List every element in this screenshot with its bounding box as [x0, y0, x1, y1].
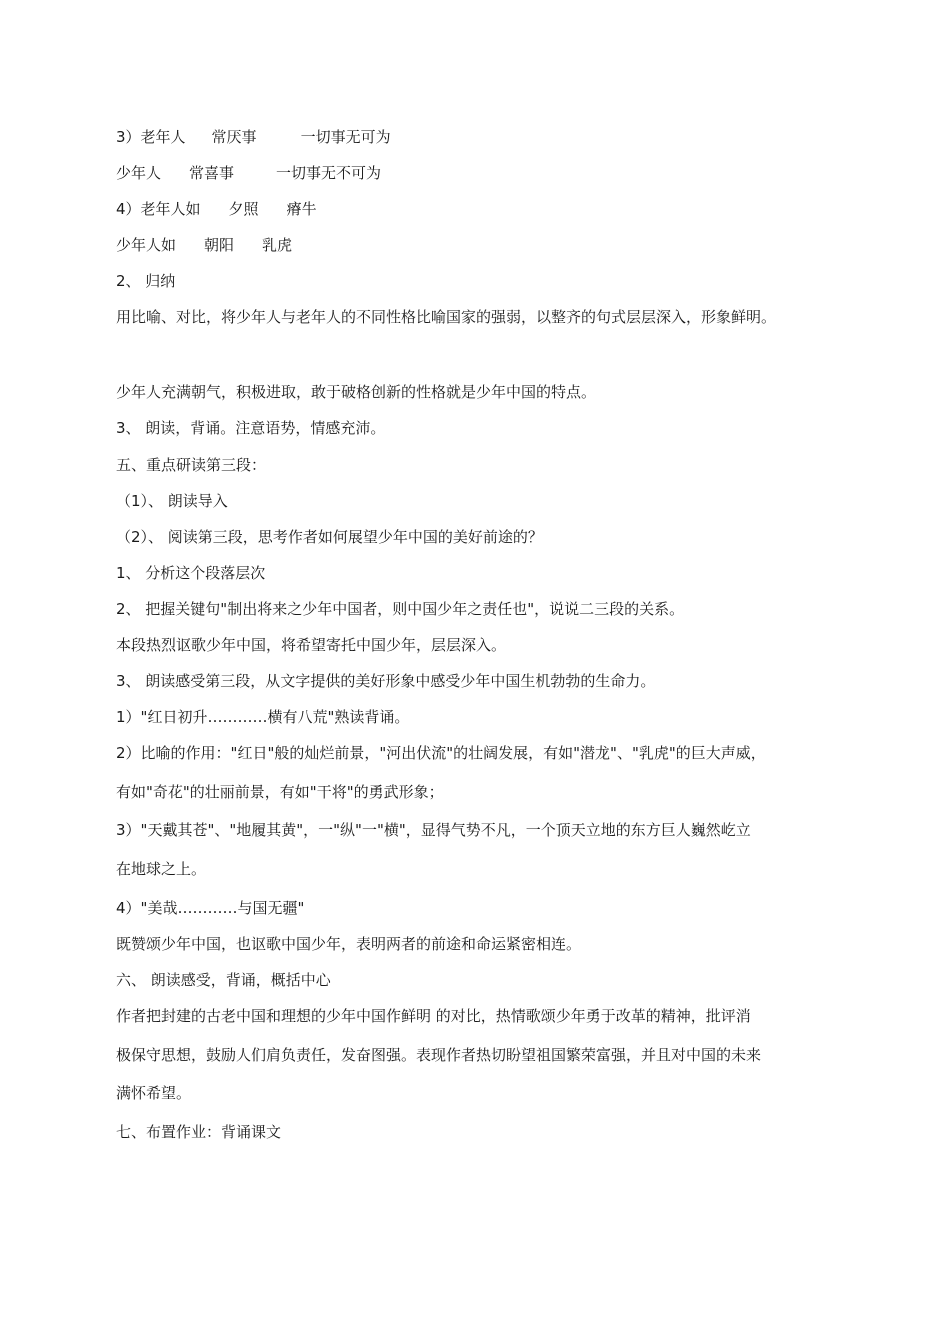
- text-line: 满怀希望。: [116, 1084, 192, 1102]
- section-heading: 2、 归纳: [116, 272, 176, 290]
- text-line: 1）"红日初升…………横有八荒"熟读背诵。: [116, 708, 410, 726]
- line-part: 朝阳: [204, 236, 235, 254]
- text-line: 用比喻、对比，将少年人与老年人的不同性格比喻国家的强弱，以整齐的句式层层深入，形象鲜明。: [116, 308, 777, 326]
- text-line: 本段热烈讴歌少年中国，将希望寄托中国少年，层层深入。: [116, 636, 507, 654]
- line-part: 4）老年人如: [116, 200, 201, 218]
- text-line: 4）"美哉…………与国无疆": [116, 899, 305, 917]
- text-line: 3）"天戴其苍"、"地履其黄"，一"纵"一"横"，显得气势不凡，一个顶天立地的东方巨人巍然屹立: [116, 821, 751, 839]
- line-part: 3）老年人: [116, 128, 186, 146]
- text-line: 少年人充满朝气，积极进取，敢于破格创新的性格就是少年中国的特点。: [116, 383, 597, 401]
- line-part: 常喜事: [189, 164, 235, 182]
- text-line: [116, 127, 391, 147]
- text-line: （2）、 阅读第三段，思考作者如何展望少年中国的美好前途的？: [116, 528, 543, 546]
- text-line: 2、 把握关键句"制出将来之少年中国者，则中国少年之责任也"，说说二三段的关系。: [116, 600, 685, 618]
- line-part: 一切事无可为: [300, 128, 391, 146]
- line-part: 常厌事: [211, 128, 257, 146]
- line-part: 夕照: [228, 200, 259, 218]
- text-line: [116, 199, 317, 219]
- section-heading: 五、重点研读第三段：: [116, 456, 267, 474]
- text-line: [116, 235, 292, 255]
- text-line: 2）比喻的作用："红日"般的灿烂前景，"河出伏流"的壮阔发展，有如"潜龙"、"乳虎"的巨大声威，: [116, 744, 766, 762]
- line-part: 瘠牛: [286, 200, 317, 218]
- text-line: 在地球之上。: [116, 860, 207, 878]
- text-line: 既赞颂少年中国，也讴歌中国少年，表明两者的前途和命运紧密相连。: [116, 935, 582, 953]
- text-line: 3、 朗读感受第三段，从文字提供的美好形象中感受少年中国生机勃勃的生命力。: [116, 672, 656, 690]
- line-part: 一切事无不可为: [276, 164, 382, 182]
- text-line: 1、 分析这个段落层次: [116, 564, 266, 582]
- text-line: 极保守思想，鼓励人们肩负责任，发奋图强。表现作者热切盼望祖国繁荣富强，并且对中国的未来: [116, 1046, 762, 1064]
- line-part: 乳虎: [262, 236, 293, 254]
- line-part: 少年人: [116, 164, 162, 182]
- text-line: 3、 朗读，背诵。注意语势，情感充沛。: [116, 419, 386, 437]
- text-line: [116, 163, 381, 183]
- section-heading: 六、 朗读感受，背诵，概括中心: [116, 971, 331, 989]
- line-part: 少年人如: [116, 236, 177, 254]
- text-line: （1）、 朗读导入: [116, 492, 228, 510]
- text-line: 有如"奇花"的壮丽前景，有如"干将"的勇武形象；: [116, 783, 444, 801]
- text-line: 作者把封建的古老中国和理想的少年中国作鲜明 的对比，热情歌颂少年勇于改革的精神，批评消: [116, 1007, 751, 1025]
- section-heading: 七、布置作业：背诵课文: [116, 1123, 282, 1141]
